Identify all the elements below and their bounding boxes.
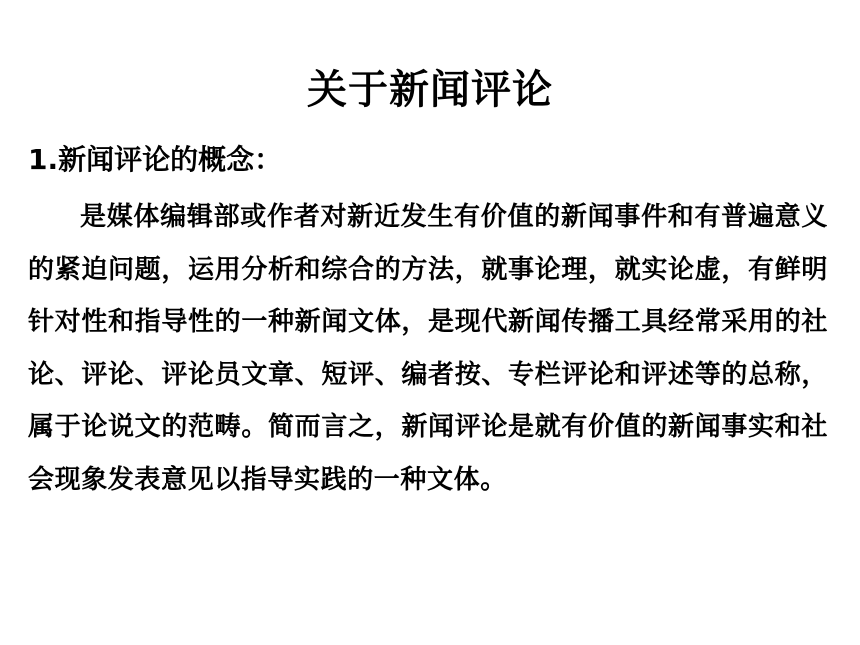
- body-paragraph: 是媒体编辑部或作者对新近发生有价值的新闻事件和有普遍意义的紧迫问题，运用分析和综合的方法，就事论理，就实论虚，有鲜明针对性和指导性的一种新闻文体，是现代新闻传播工具经常采用的社论、评论、评论员文章、短评、编者按、专栏评论和评述等的总称，属于论说文的范畴。简而言之，新闻评论是就有价值的新闻事实和社会现象发表意见以指导实践的一种文体。: [28, 202, 828, 495]
- slide-title: 关于新闻评论: [307, 67, 553, 113]
- section-heading: 1.新闻评论的概念：: [28, 143, 283, 176]
